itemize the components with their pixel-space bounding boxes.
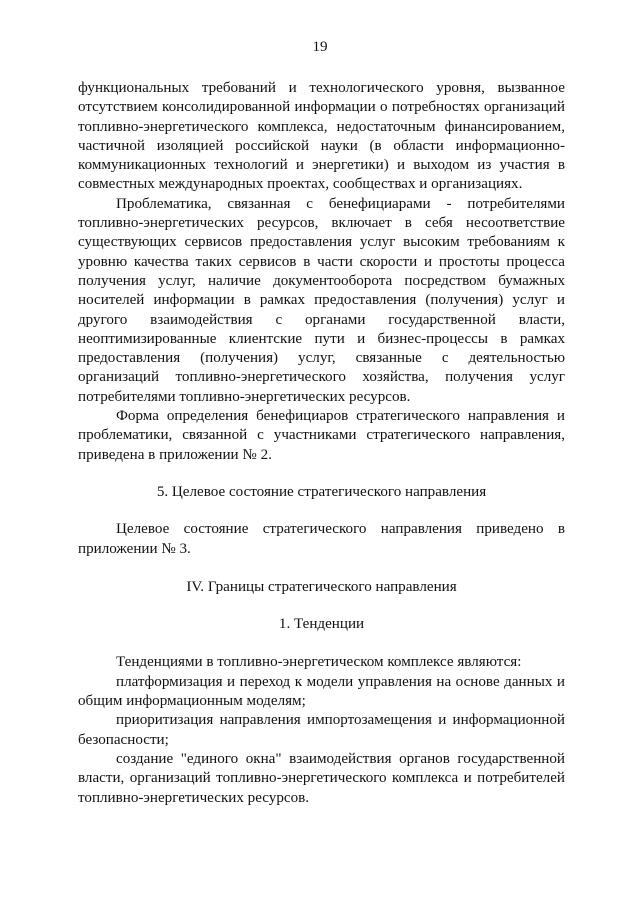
paragraph-trend-2: приоритизация направления импортозамещения и информационной безопасности; <box>78 712 565 748</box>
document-body <box>78 79 565 808</box>
paragraph-form: Форма определения бенефициаров стратегического направления и проблематики, связанной с участниками стратегического направления, приведена в приложении № 2. <box>78 408 565 463</box>
paragraph-continuation: функциональных требований и технологического уровня, вызванное отсутствием консолидированной информации о потребностях организаций топливно-энергетического комплекса, недостаточным финансированием, частичной изоляцией российской науки (в области информационно-коммуникационных технологий и энергетики) и выходом из участия в совместных международных проектах, сообществах и организациях. <box>78 80 565 193</box>
paragraph-trend-1: платформизация и переход к модели управления на основе данных и общим информационным моделям; <box>78 673 565 710</box>
paragraph-target-state: Целевое состояние стратегического направления приведено в приложении № 3. <box>78 521 565 557</box>
paragraph-trends-intro: Тенденциями в топливно-энергетическом комплексе являются: <box>116 654 522 671</box>
paragraph-trend-3: создание "единого окна" взаимодействия органов государственной власти, организаций топливно-энергетического комплекса и потребителей топливно-энергетических ресурсов. <box>78 750 565 806</box>
paragraph-problematics: Проблематика, связанная с бенефициарами - потребителями топливно-энергетических ресурсов, включает в себя несоответствие существующих сервисов предоставления услуг высоким требованиям к уровню качества таких сервисов в части скорости и простоты процесса получения услуг, наличие документооборота посредством бумажных носителей информации в рамках предоставления (получения) услуг и другого взаимодействия с органами государственной власти, неоптимизированные клиентские пути и бизнес-процессы в рамках предоставления (получения) услуг, связанные с деятельностью организаций топливно-энергетического хозяйства, получения услуг потребителями топливно-энергетических ресурсов. <box>78 195 565 405</box>
heading-target-state: 5. Целевое состояние стратегического направления <box>156 483 487 500</box>
heading-borders: IV. Границы стратегического направления <box>186 578 457 595</box>
page-number: 19 <box>312 39 328 55</box>
heading-trends: 1. Тенденции <box>278 616 365 633</box>
